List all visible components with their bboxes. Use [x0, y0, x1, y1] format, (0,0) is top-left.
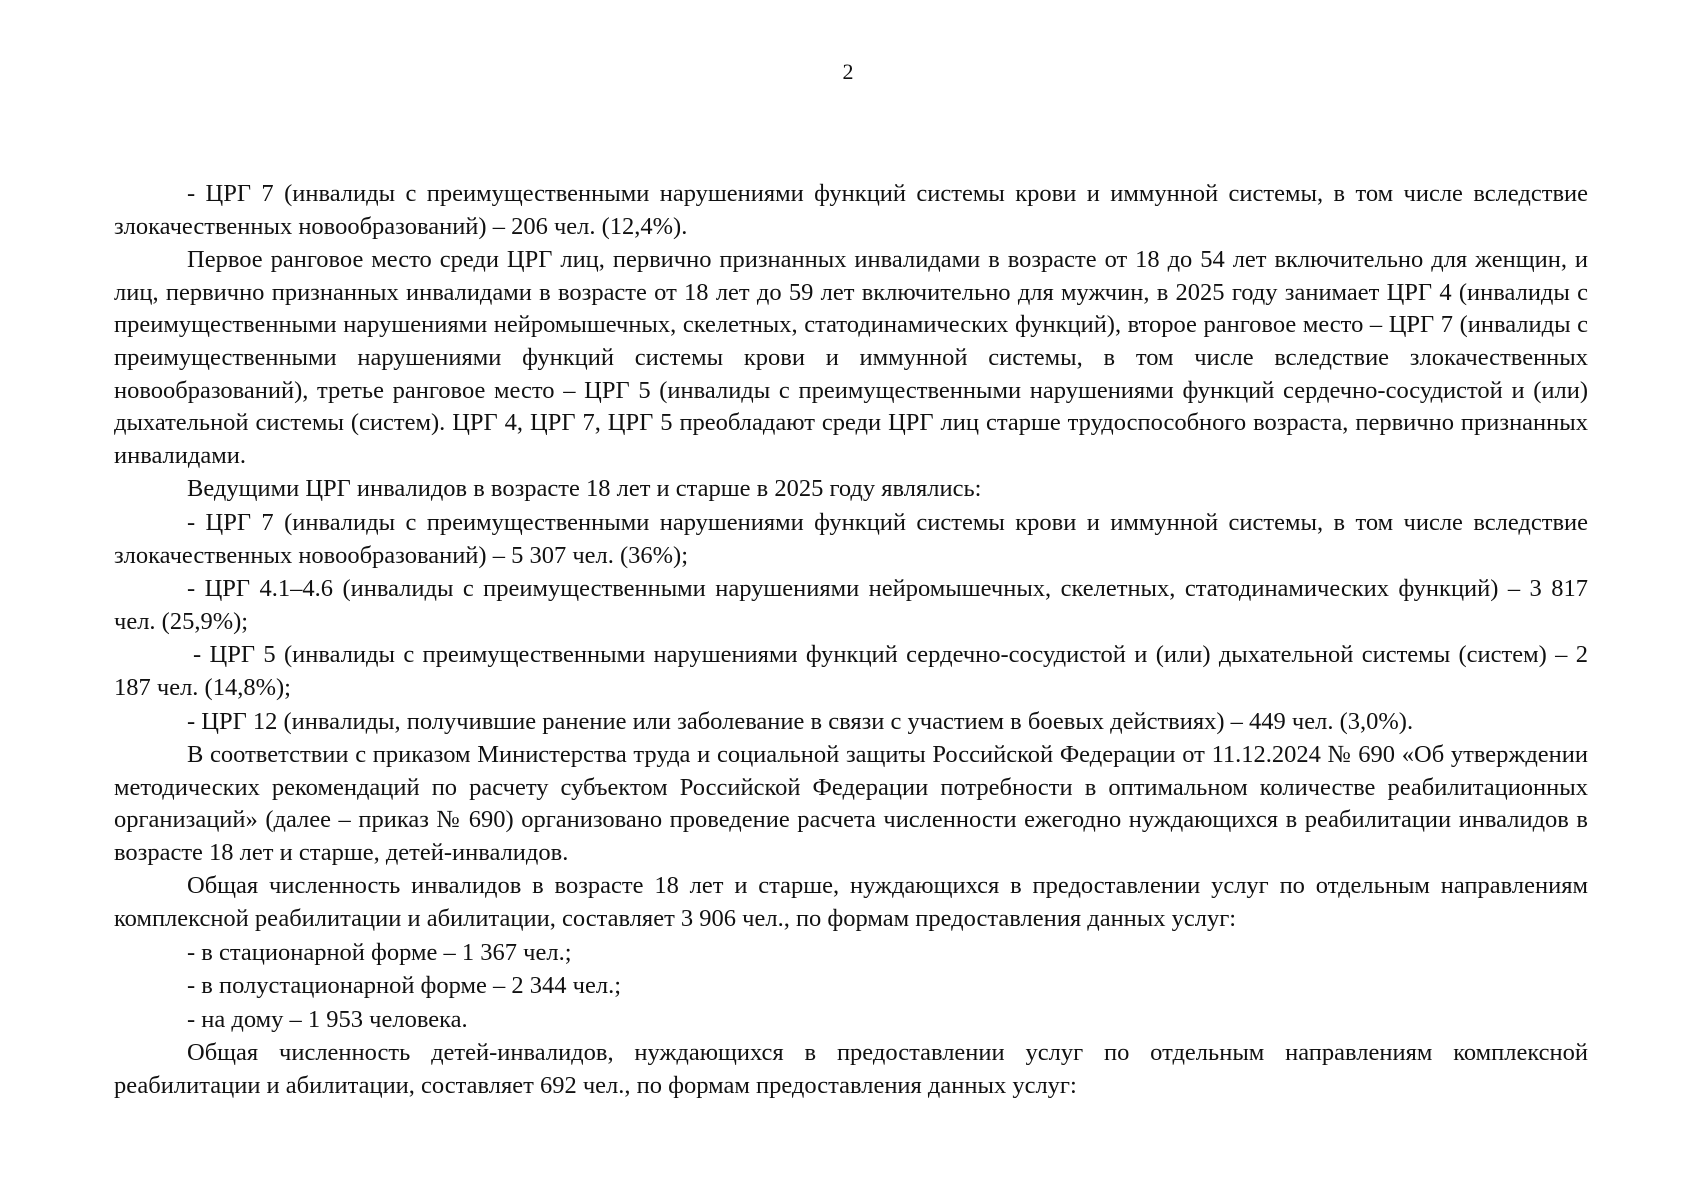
list-item-at-home: - на дому – 1 953 человека.	[187, 1005, 468, 1033]
list-item-semi-stationary: - в полустационарной форме – 2 344 чел.;	[187, 972, 622, 1000]
page-number: 2	[842, 59, 854, 84]
paragraph-order-690: В соответствии с приказом Министерства труда и социальной защиты Российской Федерации от 11.12.2024 № 690 «Об утверждении методических рекомендаций по расчету субъектом Российской Федерации потребности в оптимальном количестве реабилитационных организаций» (далее – приказ № 690) организовано проведение расчета численности ежегодно нуждающихся в реабилитации инвалидов в возрасте 18 лет и старше, детей-инвалидов.	[114, 741, 1588, 866]
list-item-crg4: - ЦРГ 4.1–4.6 (инвалиды с преимущественными нарушениями нейромышечных, скелетных, статодинамических функций) – 3 817 чел. (25,9%);	[114, 575, 1588, 635]
list-item-crg7: - ЦРГ 7 (инвалиды с преимущественными нарушениями функций системы крови и иммунной системы, в том числе вследствие злокачественных новообразований) – 5 307 чел. (36%);	[114, 508, 1588, 569]
paragraph-rank-places: Первое ранговое место среди ЦРГ лиц, первично признанных инвалидами в возрасте от 18 до 54 лет включительно для женщин, и лиц, первично признанных инвалидами в возрасте от 18 лет до 59 лет включительно для мужчин, в 2025 году занимает ЦРГ 4 (инвалиды с преимущественными нарушениями нейромышечных, скелетных, статодинамических функций), второе ранговое место – ЦРГ 7 (инвалиды с преимущественными нарушениями функций системы крови и иммунной системы, в том числе вследствие злокачественных новообразований), третье ранговое место – ЦРГ 5 (инвалиды с преимущественными нарушениями функций сердечно-сосудистой и (или) дыхательной системы (систем). ЦРГ 4, ЦРГ 7, ЦРГ 5 преобладают среди ЦРГ лиц старше трудоспособного возраста, первично признанных инвалидами.	[114, 246, 1588, 469]
list-item-crg12: - ЦРГ 12 (инвалиды, получившие ранение или заболевание в связи с участием в боевых действиях) – 449 чел. (3,0%).	[187, 707, 1414, 735]
paragraph-crg7-primary: - ЦРГ 7 (инвалиды с преимущественными нарушениями функций системы крови и иммунной системы, в том числе вследствие злокачественных новообразований) – 206 чел. (12,4%).	[114, 180, 1588, 240]
list-item-stationary: - в стационарной форме – 1 367 чел.;	[187, 938, 572, 966]
paragraph-children-total: Общая численность детей-инвалидов, нуждающихся в предоставлении услуг по отдельным направлениям комплексной реабилитации и абилитации, составляет 692 чел., по формам предоставления данных услуг:	[114, 1039, 1588, 1100]
paragraph-leading-crg: Ведущими ЦРГ инвалидов в возрасте 18 лет и старше в 2025 году являлись:	[187, 475, 982, 503]
list-item-crg5: - ЦРГ 5 (инвалиды с преимущественными нарушениями функций сердечно-сосудистой и (или) дыхательной системы (систем) – 2 187 чел. (14,8%);	[114, 641, 1588, 701]
paragraph-adults-total: Общая численность инвалидов в возрасте 18 лет и старше, нуждающихся в предоставлении услуг по отдельным направлениям комплексной реабилитации и абилитации, составляет 3 906 чел., по формам предоставления данных услуг:	[114, 872, 1588, 933]
document-body	[114, 178, 1588, 1104]
